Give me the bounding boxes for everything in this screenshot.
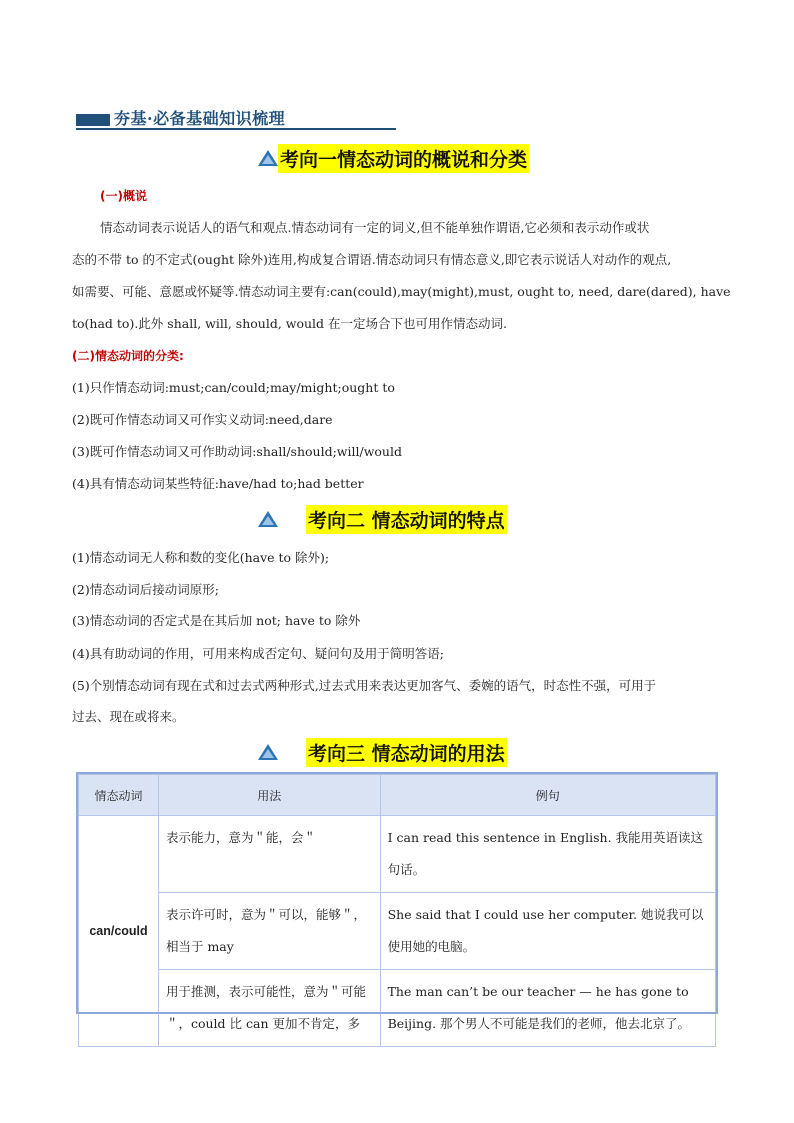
section-heading-3 <box>258 737 507 767</box>
list-item: 过去、现在或将来。 <box>72 709 185 724</box>
list-item: (5)个别情态动词有现在式和过去式两种形式,过去式用来表达更加客气、委婉的语气，时态性不强，可用于 <box>72 678 657 693</box>
subheading-overview: (一)概说 <box>100 189 147 203</box>
paragraph-line: 如需要、可能、意愿或怀疑等.情态动词主要有:can(could),may(might),must, ought to, need, dare(dared), have <box>72 284 731 299</box>
usage-cell: 表示能力，意为＂能，会＂ <box>158 816 380 893</box>
list-item: (4)具有情态动词某些特征:have/had to;had better <box>72 476 364 491</box>
list-item: (3)情态动词的否定式是在其后加 not; have to 除外 <box>72 613 361 628</box>
modal-verb-usage-table <box>78 774 716 1047</box>
table-row <box>79 893 716 970</box>
example-cell: The man can’t be our teacher — he has gone to Beijing. 那个男人不可能是我们的老师，他去北京了。 <box>380 970 715 1047</box>
usage-cell: 表示许可时，意为＂可以，能够＂，相当于 may <box>158 893 380 970</box>
section-title: 考向二 情态动词的特点 <box>306 505 507 534</box>
list-item: (4)具有助动词的作用，可用来构成否定句、疑问句及用于简明答语; <box>72 646 444 661</box>
list-item: (3)既可作情态动词又可作助动词:shall/should;will/would <box>72 444 402 459</box>
modal-verb-cell: can/could <box>79 816 159 1047</box>
table-header-cell: 例句 <box>380 775 715 816</box>
paragraph-line: to(had to).此外 shall, will, should, would 在一定场合下也可用作情态动词. <box>72 316 507 331</box>
table-row <box>79 816 716 893</box>
usage-cell: 用于推测，表示可能性，意为＂可能＂，could 比 can 更加不肯定，多 <box>158 970 380 1047</box>
banner-title: 夯基·必备基础知识梳理 <box>114 109 286 128</box>
example-cell: I can read this sentence in English. 我能用英语读这句话。 <box>380 816 715 893</box>
paragraph-line: 态的不带 to 的不定式(ought 除外)连用,构成复合谓语.情态动词只有情态意义,即它表示说话人对动作的观点, <box>72 252 672 267</box>
table-header-cell: 情态动词 <box>79 775 159 816</box>
list-item: (1)只作情态动词:must;can/could;may/might;ought to <box>72 380 395 395</box>
table-row <box>79 970 716 1047</box>
subheading-classification: (二)情态动词的分类: <box>72 349 184 363</box>
banner-underline <box>76 128 396 130</box>
section-title: 考向三 情态动词的用法 <box>306 738 507 767</box>
list-item: (1)情态动词无人称和数的变化(have to 除外); <box>72 550 330 565</box>
section-banner <box>76 104 396 130</box>
triangle-icon <box>258 744 278 760</box>
example-cell: She said that I could use her computer. 她说我可以使用她的电脑。 <box>380 893 715 970</box>
list-item: (2)既可作情态动词又可作实义动词:need,dare <box>72 412 333 427</box>
triangle-icon <box>258 150 278 166</box>
triangle-icon <box>258 511 278 527</box>
paragraph-line: 情态动词表示说话人的语气和观点.情态动词有一定的词义,但不能单独作谓语,它必须和表示动作或状 <box>100 220 650 235</box>
section-title: 考向一情态动词的概说和分类 <box>278 144 529 173</box>
banner-bar <box>76 114 110 126</box>
section-heading-2 <box>258 504 507 534</box>
list-item: (2)情态动词后接动词原形; <box>72 582 219 597</box>
section-heading-1 <box>258 143 529 173</box>
table-header-row <box>79 775 716 816</box>
table-header-cell: 用法 <box>158 775 380 816</box>
